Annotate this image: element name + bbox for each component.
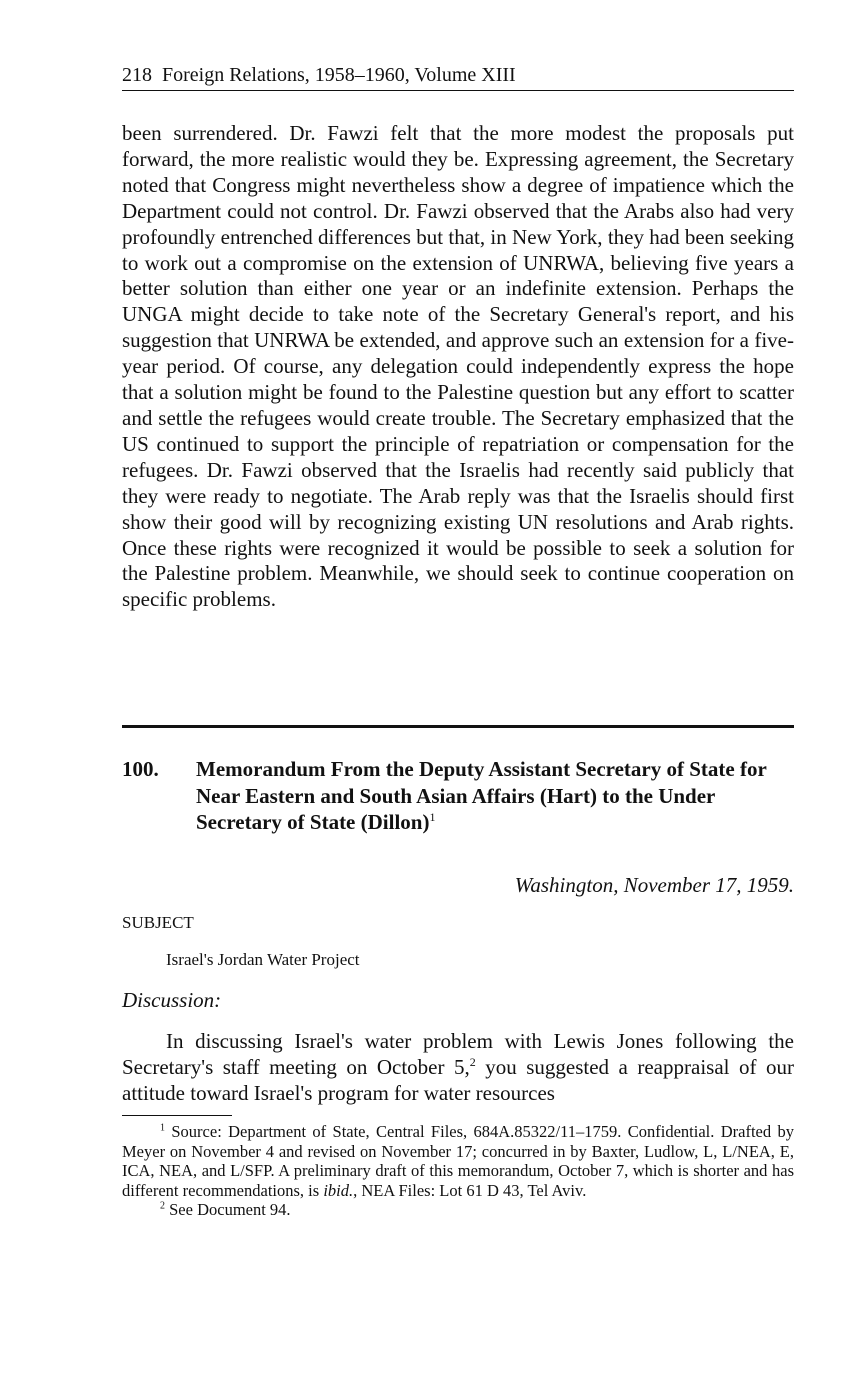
footnote-1	[122, 1122, 794, 1200]
page-number: 218	[122, 64, 152, 86]
discussion-text-2: you suggested a reappraisal of our attitude toward Israel's program for water resources	[122, 1054, 794, 1105]
footnote-ref-1[interactable]: 1	[429, 810, 436, 825]
running-head	[122, 62, 794, 91]
document-heading	[122, 756, 794, 836]
subject-text: Israel's Jordan Water Project	[166, 949, 360, 969]
page	[122, 62, 794, 1220]
discussion-label: Discussion:	[122, 987, 222, 1012]
footnote-mark-1: 1	[160, 1122, 165, 1134]
footnote-mark-2: 2	[160, 1200, 165, 1212]
footnote-ref-2[interactable]: 2	[469, 1054, 476, 1069]
footnote-1-text-end: , NEA Files: Lot 61 D 43, Tel Aviv.	[353, 1180, 587, 1200]
footnote-1-text: Source: Department of State, Central Files, 684A.85322/11–1759. Confidential. Drafted by Meyer on November 4 and revised on November 17; concurred in by Baxter, Ludlow, L, L/NEA, E, ICA, NEA, and L/SFP. A preliminary draft of this memorandum, October 7, which is shorter and has different recommendations, is	[122, 1122, 795, 1200]
dateline: Washington, November 17, 1959.	[514, 872, 794, 897]
document-title: Memorandum From the Deputy Assistant Secretary of State for Near Eastern and South Asian Affairs (Hart) to the Under Secretary of State (Dillon)	[196, 757, 767, 835]
subject-label: SUBJECT	[122, 912, 194, 932]
volume-title: Foreign Relations, 1958–1960, Volume XIII	[162, 64, 516, 86]
footnote-rule	[122, 1115, 232, 1116]
discussion-paragraph	[122, 1029, 794, 1107]
discussion-text-1: In discussing Israel's water problem with Lewis Jones following the Secretary's staff meeting on October 5,	[122, 1028, 794, 1079]
continued-paragraph: been surrendered. Dr. Fawzi felt that the more modest the proposals put forward, the more realistic would they be. Expressing agreement, the Secretary noted that Congress might nevertheless show a degree of impatience which the Department could not control. Dr. Fawzi observed that the Arabs also had very profoundly entrenched differences but that, in New York, they had been seeking to work out a compromise on the extension of UNRWA, believing five years a better solution than either one year or an indefinite extension. Perhaps the UNGA might decide to take note of the Secretary General's report, and his suggestion that UNRWA be extended, and approve such an extension for a five-year period. Of course, any delegation could independently express the hope that a solution might be found to the Palestine question but any effort to scatter and settle the refugees would create trouble. The Secretary emphasized that the US continued to support the principle of repatriation or compensation for the refugees. Dr. Fawzi observed that the Israelis had recently said publicly that they were ready to negotiate. The Arab reply was that the Israelis should first show their good will by recognizing existing UN resolutions and Arab rights. Once these rights were recognized it would be possible to seek a solution for the Palestine problem. Meanwhile, we should seek to continue cooperation on specific problems.	[122, 121, 794, 612]
document-number: 100.	[122, 757, 159, 782]
footnote-1-ibid: ibid.	[323, 1180, 354, 1200]
footnote-2-text: See Document 94.	[169, 1200, 291, 1220]
section-divider	[122, 725, 794, 728]
document-title-block	[196, 756, 794, 836]
footnote-2	[122, 1200, 794, 1220]
